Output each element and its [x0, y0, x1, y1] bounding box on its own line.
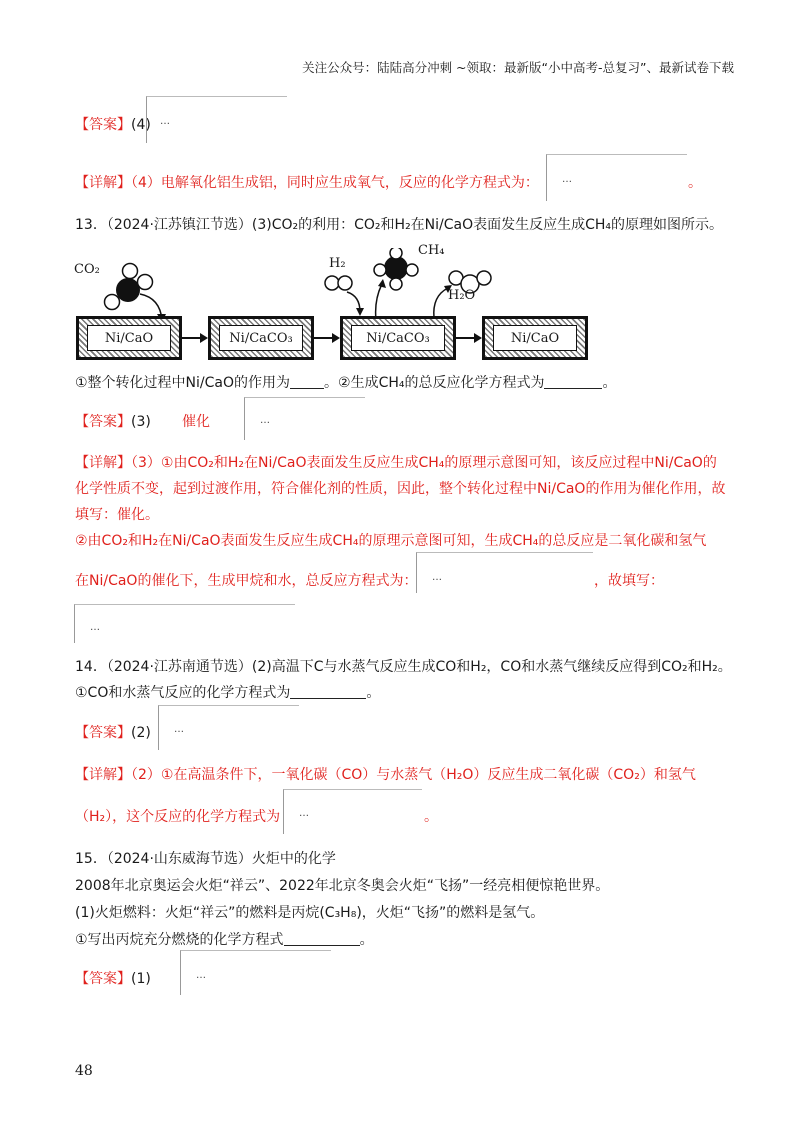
ellipsis: … — [160, 116, 170, 127]
detail-tag: 【详解】 — [75, 175, 131, 191]
sub-q-a: ①整个转化过程中Ni/CaO的作用为 — [75, 375, 291, 391]
ellipsis: … — [432, 572, 442, 583]
sub-q: ①写出丙烷充分燃烧的化学方程式 — [75, 932, 284, 948]
equation-image-frame — [416, 552, 593, 593]
catalyst-label: Ni/CaCO₃ — [351, 325, 445, 351]
arrow-icon — [314, 337, 338, 339]
q15-line-2: (1)火炬燃料：火炬“祥云”的燃料是丙烷(C₃H₈)，火炬“飞扬”的燃料是氢气。 — [75, 905, 545, 921]
q12-detail-line — [75, 172, 539, 192]
ellipsis: … — [562, 174, 572, 185]
answer-num: (2) — [131, 725, 151, 741]
catalyst-box-4 — [482, 316, 588, 360]
reaction-diagram — [74, 243, 594, 366]
q13-detail-line-4: ②由CO₂和H₂在Ni/CaO表面发生反应生成CH₄的原理示意图可知，生成CH₄的总反应是二氧化碳和氢气 — [75, 533, 707, 549]
page-header: 关注公众号：陆陆高分冲刺 ~领取：最新版“小中高考-总复习”、最新试卷下载 — [302, 60, 734, 75]
catalyst-label: Ni/CaCO₃ — [219, 325, 303, 351]
label-h2o: H₂O — [448, 288, 476, 303]
label-ch4: CH₄ — [418, 243, 445, 258]
detail-tag: 【详解】 — [75, 767, 131, 783]
q15-answer-line — [75, 968, 151, 988]
equation-image-frame — [74, 604, 295, 643]
q14-sub-question — [75, 682, 380, 702]
label-h2: H₂ — [329, 256, 346, 271]
answer-tag: 【答案】 — [75, 414, 131, 430]
detail-tag: 【详解】 — [75, 455, 131, 471]
answer-tag: 【答案】 — [75, 117, 131, 133]
co2-molecule-icon — [90, 258, 166, 322]
detail-l2-end: 。 — [424, 809, 438, 825]
q15-sub-question — [75, 929, 374, 949]
blank-line — [284, 931, 360, 946]
q15-stem: 15．（2024·山东威海节选）火炬中的化学 — [75, 851, 336, 867]
sub-q: ①CO和水蒸气反应的化学方程式为 — [75, 685, 291, 701]
detail-text: （3）①由CO₂和H₂在Ni/CaO表面发生反应生成CH₄的原理示意图可知，该反应过程中Ni/CaO的 — [131, 455, 717, 471]
ellipsis: … — [260, 415, 270, 426]
q13-detail-line-3: 填写：催化。 — [75, 507, 159, 523]
sub-q-end: 。 — [359, 932, 374, 948]
answer-num: (3) — [131, 414, 151, 430]
q13-detail-line-2: 化学性质不变，起到过渡作用，符合催化剂的性质，因此，整个转化过程中Ni/CaO的作用为催化作用，故 — [75, 481, 726, 497]
q13-detail-line-5: 在Ni/CaO的催化下，生成甲烷和水，总反应方程式为： — [75, 573, 418, 589]
detail-text: （4）电解氧化铝生成铝，同时应生成氧气，反应的化学方程式为： — [131, 175, 539, 191]
q14-detail-line-1 — [75, 764, 696, 784]
label-co2: CO₂ — [74, 262, 100, 277]
blank-line — [290, 374, 324, 389]
sub-q-mid: 。②生成CH₄的总反应化学方程式为 — [324, 375, 545, 391]
blank-line — [290, 684, 366, 699]
catalyst-box-2 — [208, 316, 314, 360]
catalyst-box-3 — [340, 316, 456, 360]
answer-num: (1) — [131, 971, 151, 987]
answer-tag: 【答案】 — [75, 725, 131, 741]
catalyst-label: Ni/CaO — [87, 325, 171, 351]
q15-line-1: 2008年北京奥运会火炬“祥云”、2022年北京冬奥会火炬“飞扬”一经亮相便惊艳世界。 — [75, 878, 610, 894]
page-number: 48 — [75, 1063, 93, 1079]
arrow-icon — [456, 337, 480, 339]
q13-stem: 13．（2024·江苏镇江节选）(3)CO₂的利用：CO₂和H₂在Ni/CaO表面发生反应生成CH₄的原理如图所示。 — [75, 217, 724, 233]
q13-detail-line-1 — [75, 452, 717, 472]
sub-q-end: 。 — [602, 375, 617, 391]
q14-answer-line — [75, 722, 151, 742]
q14-stem: 14．（2024·江苏南通节选）(2)高温下C与水蒸气反应生成CO和H₂，CO和水蒸气继续反应得到CO₂和H₂。 — [75, 659, 732, 675]
q12-answer-line — [75, 114, 151, 134]
answer-value: 催化 — [182, 414, 210, 430]
detail-end: 。 — [688, 175, 702, 191]
sub-q-end: 。 — [366, 685, 381, 701]
blank-line — [544, 374, 602, 389]
q13-sub-question — [75, 372, 616, 392]
detail-text: （2）①在高温条件下，一氧化碳（CO）与水蒸气（H₂O）反应生成二氧化碳（CO₂）和氢气 — [131, 767, 696, 783]
catalyst-label: Ni/CaO — [493, 325, 577, 351]
ellipsis: … — [196, 970, 206, 981]
ellipsis: … — [90, 622, 100, 633]
ellipsis: … — [174, 724, 184, 735]
q14-detail-line-2: （H₂），这个反应的化学方程式为 — [75, 809, 281, 825]
answer-num: (4) — [131, 117, 151, 133]
answer-tag: 【答案】 — [75, 971, 131, 987]
ellipsis: … — [299, 808, 309, 819]
q13-answer-line — [75, 411, 151, 431]
catalyst-box-1 — [76, 316, 182, 360]
detail-l5-end: ，故填写： — [594, 573, 664, 589]
arrow-icon — [182, 337, 206, 339]
